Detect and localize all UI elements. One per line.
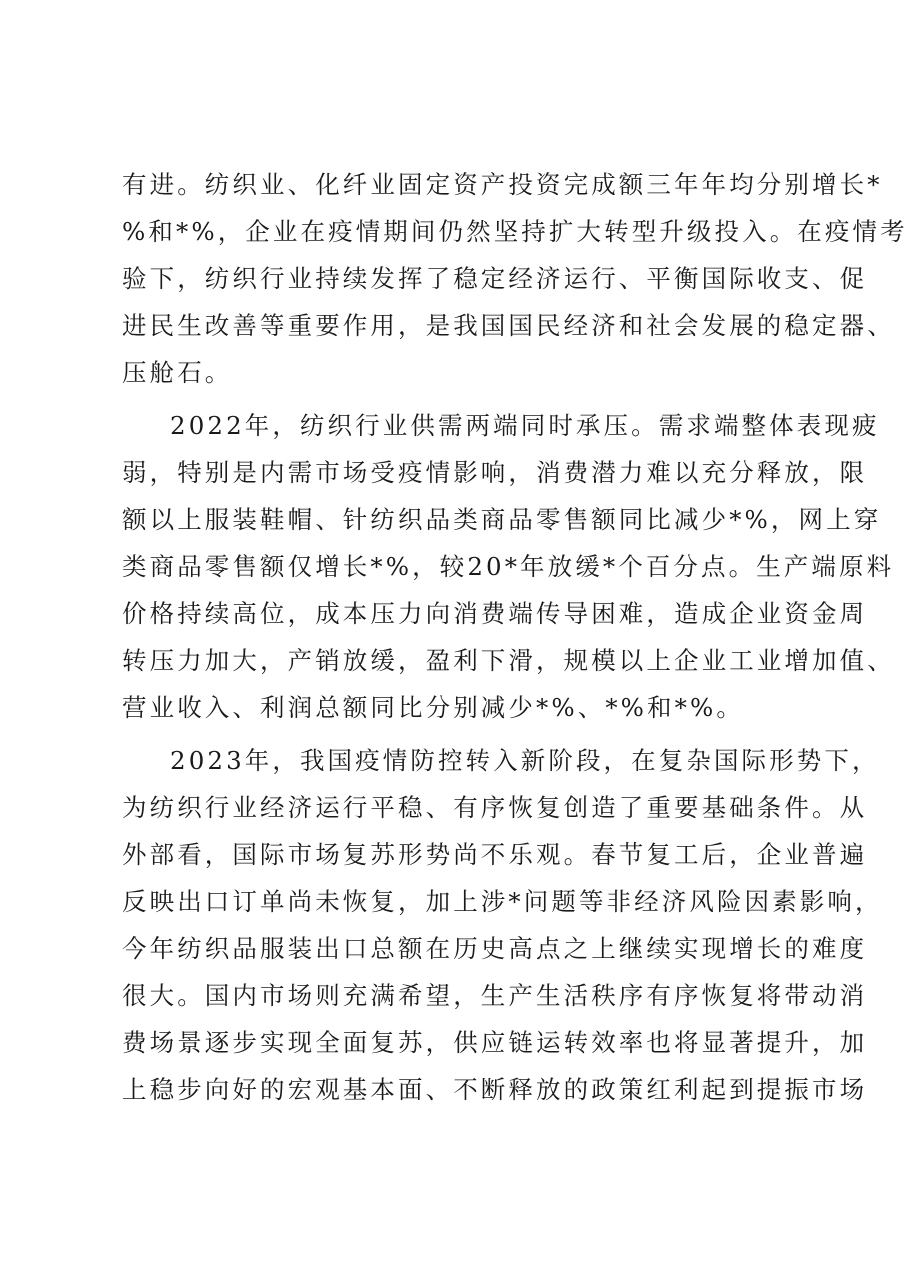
text-line: 上稳步向好的宏观基本面、不断释放的政策红利起到提振市场 <box>122 1075 868 1104</box>
text-line: 弱，特别是内需市场受疫情影响，消费潜力难以充分释放，限 <box>122 458 868 487</box>
text-line: 验下，纺织行业持续发挥了稳定经济运行、平衡国际收支、促 <box>122 264 868 293</box>
text-line: 外部看，国际市场复苏形势尚不乐观。春节复工后，企业普遍 <box>122 840 868 869</box>
text-line: 有进。纺织业、化纤业固定资产投资完成额三年年均分别增长* <box>122 170 883 199</box>
text-line: 类商品零售额仅增长*%，较20*年放缓*个百分点。生产端原料 <box>122 552 895 581</box>
text-line: 反映出口订单尚未恢复，加上涉*问题等非经济风险因素影响， <box>122 887 883 916</box>
text-line: 今年纺织品服装出口总额在历史高点之上继续实现增长的难度 <box>122 934 868 963</box>
text-line: 转压力加大，产销放缓，盈利下滑，规模以上企业工业增加值、 <box>122 646 895 675</box>
text-line: 营业收入、利润总额同比分别减少*%、*%和*%。 <box>122 693 744 722</box>
text-line: 压舱石。 <box>122 358 233 387</box>
text-line: 很大。国内市场则充满希望，生产生活秩序有序恢复将带动消 <box>122 981 868 1010</box>
text-line: 价格持续高位，成本压力向消费端传导困难，造成企业资金周 <box>122 599 868 628</box>
text-line: 进民生改善等重要作用，是我国国民经济和社会发展的稳定器、 <box>122 311 895 340</box>
text-line: 额以上服装鞋帽、针纺织品类商品零售额同比减少*%，网上穿 <box>122 505 882 534</box>
text-line: %和*%，企业在疫情期间仍然坚持扩大转型升级投入。在疫情考 <box>122 217 908 246</box>
text-line: 费场景逐步实现全面复苏，供应链运转效率也将显著提升，加 <box>122 1028 868 1057</box>
text-line: 为纺织行业经济运行平稳、有序恢复创造了重要基础条件。从 <box>122 793 868 822</box>
text-line: 2023年，我国疫情防控转入新阶段，在复杂国际形势下， <box>170 746 880 775</box>
text-line: 2022年，纺织行业供需两端同时承压。需求端整体表现疲 <box>170 411 880 440</box>
